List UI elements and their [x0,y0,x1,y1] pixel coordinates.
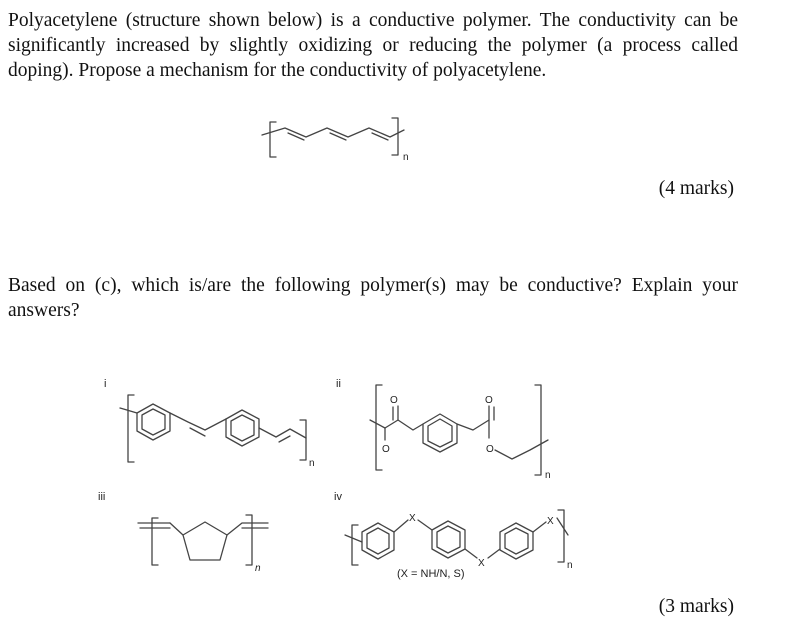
structure-i-n: n [309,458,315,469]
structure-ii-ester-o-right: O [486,444,494,455]
structure-iv-note: (X = NH/N, S) [397,568,465,580]
structure-iii-n: n [255,563,261,574]
question-2-text: Based on (c), which is/are the following polymer(s) may be conductive? Explain your answers? [8,275,738,321]
label-iii: iii [98,491,106,503]
structure-iv-x-3: X [547,516,554,527]
label-ii: ii [336,378,341,390]
polyacetylene-n-subscript: n [403,152,409,163]
structure-ii-carbonyl-o-right: O [485,395,493,406]
question-1-text: Polyacetylene (structure shown below) is a conductive polymer. The conductivity can be significantly increased by slightly oxidizing or reducing the polymer (a process called doping). Propose a mechanism for the conductivity of polyacetylene. [8,10,738,81]
label-i: i [104,378,107,390]
structure-iv-x-1: X [409,513,416,524]
structure-iv-n: n [567,560,573,571]
question-2-marks: (3 marks) [658,596,734,617]
structure-iv-x-2: X [478,558,485,569]
question-1-marks: (4 marks) [658,178,734,199]
structure-ii-carbonyl-o-left: O [390,395,398,406]
structure-ii-n: n [545,470,551,481]
structure-ii-ester-o-left: O [382,444,390,455]
label-iv: iv [334,491,342,503]
